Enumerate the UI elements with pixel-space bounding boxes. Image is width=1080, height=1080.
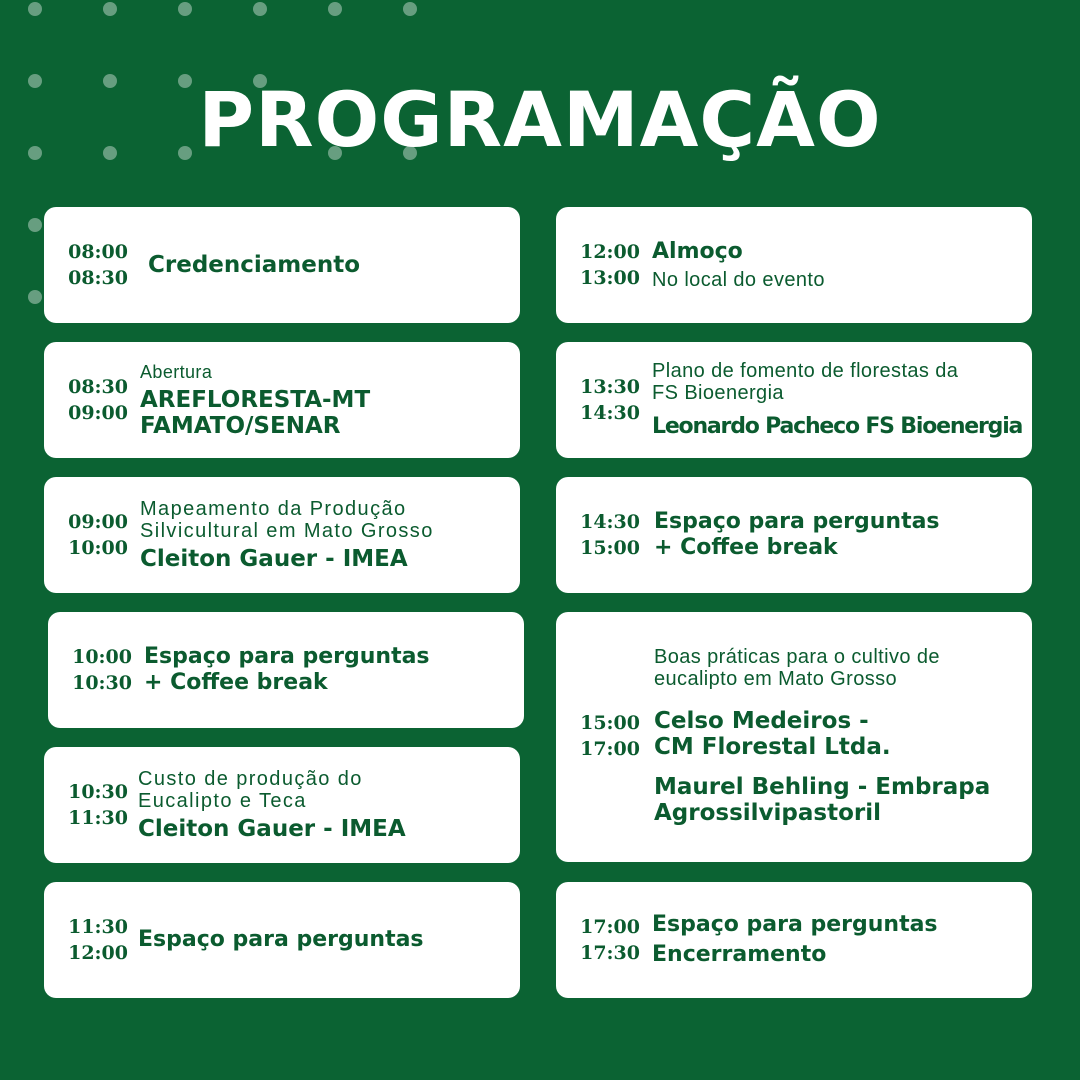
session-subtitle: Mapeamento da Produção <box>140 498 407 520</box>
session-title: Credenciamento <box>148 252 361 278</box>
time-range <box>58 779 128 831</box>
session-title: Espaço para perguntas <box>652 912 938 937</box>
start-time: 11:30 <box>68 916 128 938</box>
end-time: 17:30 <box>580 942 640 964</box>
end-time: 15:00 <box>580 537 640 559</box>
end-time: 12:00 <box>68 942 128 964</box>
organizer-line: AREFLORESTA-MT <box>140 387 371 413</box>
speaker-name: Celso Medeiros - <box>654 708 869 734</box>
end-time: 08:30 <box>68 267 128 289</box>
page-title: PROGRAMAÇÃO <box>198 75 882 164</box>
time-range <box>58 374 128 426</box>
session-title: + Coffee break <box>654 535 838 560</box>
schedule-card-credenciamento <box>44 207 520 323</box>
start-time: 17:00 <box>580 916 640 938</box>
start-time: 09:00 <box>68 511 128 533</box>
schedule-card-perguntas-coffee <box>48 612 524 728</box>
end-time: 09:00 <box>68 402 128 424</box>
session-subtitle: Silvicultural em Mato Grosso <box>140 520 434 542</box>
start-time: 13:30 <box>580 376 640 398</box>
time-range <box>570 374 640 426</box>
speaker-affiliation: CM Florestal Ltda. <box>654 734 891 760</box>
end-time: 10:30 <box>72 672 132 694</box>
start-time: 08:00 <box>68 241 128 263</box>
time-range <box>570 710 640 762</box>
end-time: 13:00 <box>580 267 640 289</box>
start-time: 12:00 <box>580 241 640 263</box>
session-subtitle: eucalipto em Mato Grosso <box>654 668 898 690</box>
session-title: Espaço para perguntas <box>654 509 940 534</box>
end-time: 14:30 <box>580 402 640 424</box>
schedule-card-mapeamento <box>44 477 520 593</box>
start-time: 14:30 <box>580 511 640 533</box>
session-subtitle: Plano de fomento de florestas da <box>652 360 959 382</box>
session-subtitle: No local do evento <box>652 269 825 291</box>
organizer-line: FAMATO/SENAR <box>140 413 341 439</box>
start-time: 15:00 <box>580 712 640 734</box>
schedule-card-encerramento <box>556 882 1032 998</box>
start-time: 10:00 <box>72 646 132 668</box>
speaker-name: Cleiton Gauer - IMEA <box>140 546 408 572</box>
session-subtitle: Boas práticas para o cultivo de <box>654 646 940 668</box>
session-title: Almoço <box>652 239 743 264</box>
session-title: Espaço para perguntas <box>138 927 424 952</box>
schedule-card-plano-fomento <box>556 342 1032 458</box>
time-range <box>58 914 128 966</box>
time-range <box>58 509 128 561</box>
end-time: 11:30 <box>68 807 128 829</box>
session-subtitle: Custo de produção do <box>138 768 363 790</box>
schedule-card-custo-producao <box>44 747 520 863</box>
speaker-name: Leonardo Pacheco FS Bioenergia <box>652 414 1023 439</box>
schedule-card-boas-praticas <box>556 612 1032 862</box>
schedule-card-perguntas <box>44 882 520 998</box>
time-range <box>570 914 640 966</box>
schedule-card-perguntas-coffee-2 <box>556 477 1032 593</box>
session-subtitle: Eucalipto e Teca <box>138 790 307 812</box>
schedule-card-abertura <box>44 342 520 458</box>
start-time: 08:30 <box>68 376 128 398</box>
end-time: 17:00 <box>580 738 640 760</box>
end-time: 10:00 <box>68 537 128 559</box>
session-title: Encerramento <box>652 942 827 967</box>
time-range <box>570 239 640 291</box>
session-title: Espaço para perguntas <box>144 644 430 669</box>
time-range <box>62 644 132 696</box>
session-subtitle: Abertura <box>140 362 213 382</box>
start-time: 10:30 <box>68 781 128 803</box>
speaker-name: Cleiton Gauer - IMEA <box>138 816 406 842</box>
time-range <box>58 239 128 291</box>
session-title: + Coffee break <box>144 670 328 695</box>
schedule-card-almoco <box>556 207 1032 323</box>
speaker-name: Maurel Behling - Embrapa <box>654 774 991 800</box>
session-subtitle: FS Bioenergia <box>652 382 784 404</box>
time-range <box>570 509 640 561</box>
speaker-affiliation: Agrossilvipastoril <box>654 800 882 826</box>
